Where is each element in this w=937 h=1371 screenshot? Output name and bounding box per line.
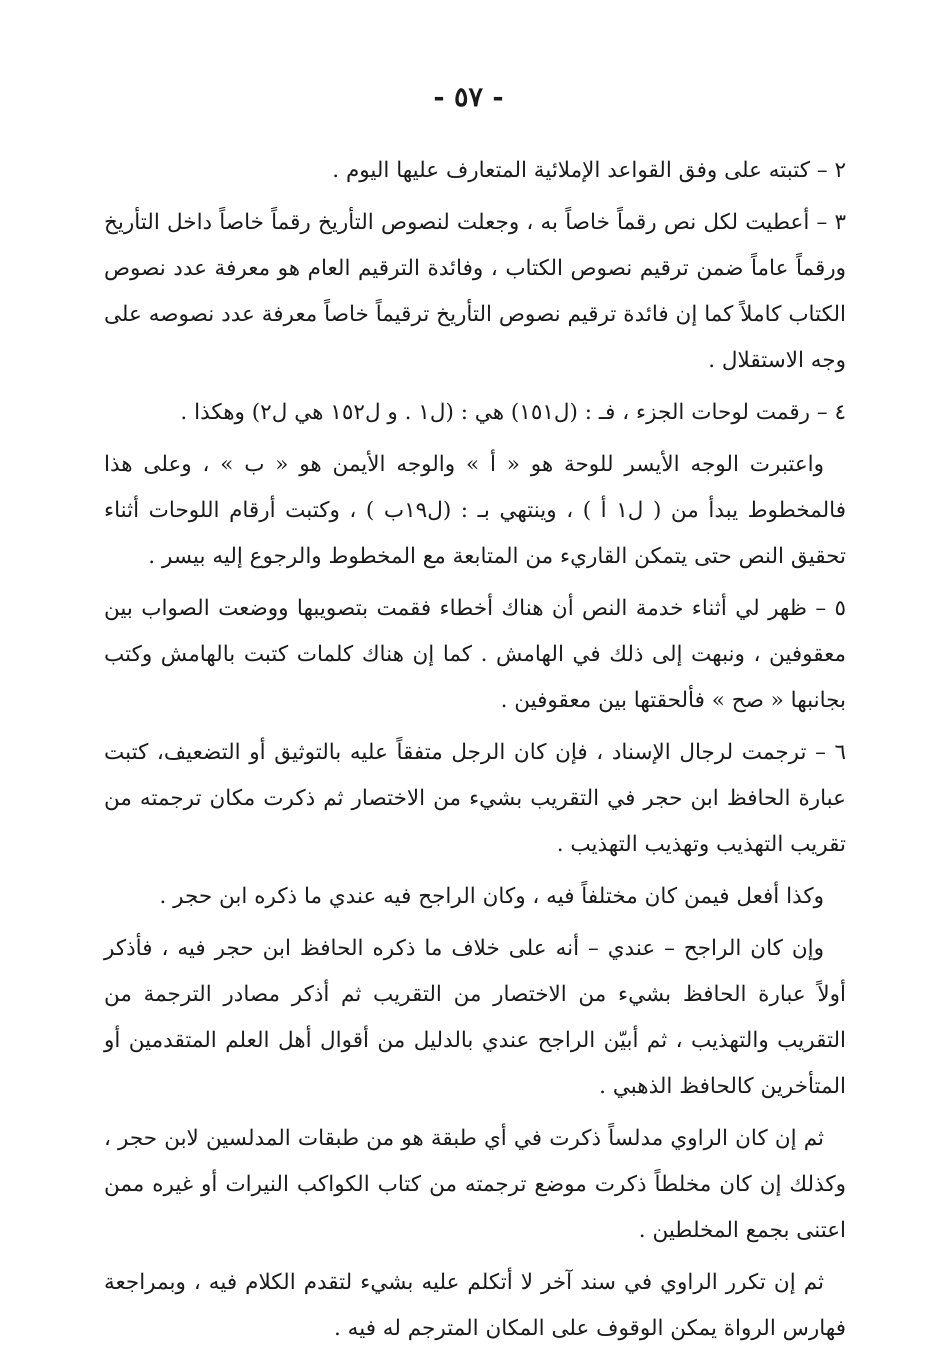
paragraph-disputed-narrators: وكذا أفعل فيمن كان مختلفاً فيه ، وكان الراجح فيه عندي ما ذكره ابن حجر . [159,884,824,909]
page-body [104,148,846,1352]
paragraph-item-6: ٦ – ترجمت لرجال الإسناد ، فإن كان الرجل متفقاً عليه بالتوثيق أو التضعيف، كتبت عبارة الحافظ ابن حجر في التقريب بشيء من الاختصار ثم ذكرت مكان ترجمته من تقريب التهذيب وتهذيب التهذيب . [104,740,846,857]
paragraph-repeated-narrator: ثم إن تكرر الراوي في سند آخر لا أتكلم عليه بشيء لتقدم الكلام فيه ، وبمراجعة فهارس الرواة يمكن الوقوف على المكان المترجم له فيه . [104,1270,846,1341]
paragraph-preferred-opinion: وإن كان الراجح – عندي – أنه على خلاف ما ذكره الحافظ ابن حجر فيه ، فأذكر أولاً عبارة الحافظ بشيء من الاختصار من التقريب ثم أذكر مصادر الترجمة من التقريب والتهذيب ، ثم أبيّن الراجح عندي بالدليل من أقوال أهل العلم المتقدمين أو المتأخرين كالحافظ الذهبي . [104,936,846,1099]
paragraph-item-3: ٣ – أعطيت لكل نص رقماً خاصاً به ، وجعلت لنصوص التأريخ رقماً خاصاً داخل التأريخ ورقماً عاماً ضمن ترقيم نصوص الكتاب ، وفائدة الترقيم العام هو معرفة عدد نصوص الكتاب كاملاً كما إن فائدة ترقيم نصوص التأريخ ترقيماً خاصاً معرفة عدد نصوصه على وجه الاستقلال . [104,210,846,373]
paragraph-folio-sides: واعتبرت الوجه الأيسر للوحة هو « أ » والوجه الأيمن هو « ب » ، وعلى هذا فالمخطوط يبدأ من ( ل١ أ ) ، وينتهي بـ : (ل١٩ب ) ، وكتبت أرقام اللوحات أثناء تحقيق النص حتى يتمكن القاريء من المتابعة مع المخطوط والرجوع إليه بيسر . [104,452,846,569]
page-number: - ٥٧ - [433,82,504,113]
paragraph-mudallis: ثم إن كان الراوي مدلساً ذكرت في أي طبقة هو من طبقات المدلسين لابن حجر ، وكذلك إن كان مخلطاً ذكرت موضع ترجمته من كتاب الكواكب النيرات أو غيره ممن اعتنى بجمع المخلطين . [104,1126,846,1243]
paragraph-item-4: ٤ – رقمت لوحات الجزء ، فـ : (ل١٥١) هي : (ل١ . و ل١٥٢ هي ل٢) وهكذا . [180,400,846,425]
paragraph-item-5: ٥ – ظهر لي أثناء خدمة النص أن هناك أخطاء فقمت بتصويبها ووضعت الصواب بين معقوفين ، ونبهت إلى ذلك في الهامش . كما إن هناك كلمات كتبت بالهامش وكتب بجانبها « صح » فألحقتها بين معقوفين . [104,596,846,713]
paragraph-item-2: ٢ – كتبته على وفق القواعد الإملائية المتعارف عليها اليوم . [332,158,846,183]
